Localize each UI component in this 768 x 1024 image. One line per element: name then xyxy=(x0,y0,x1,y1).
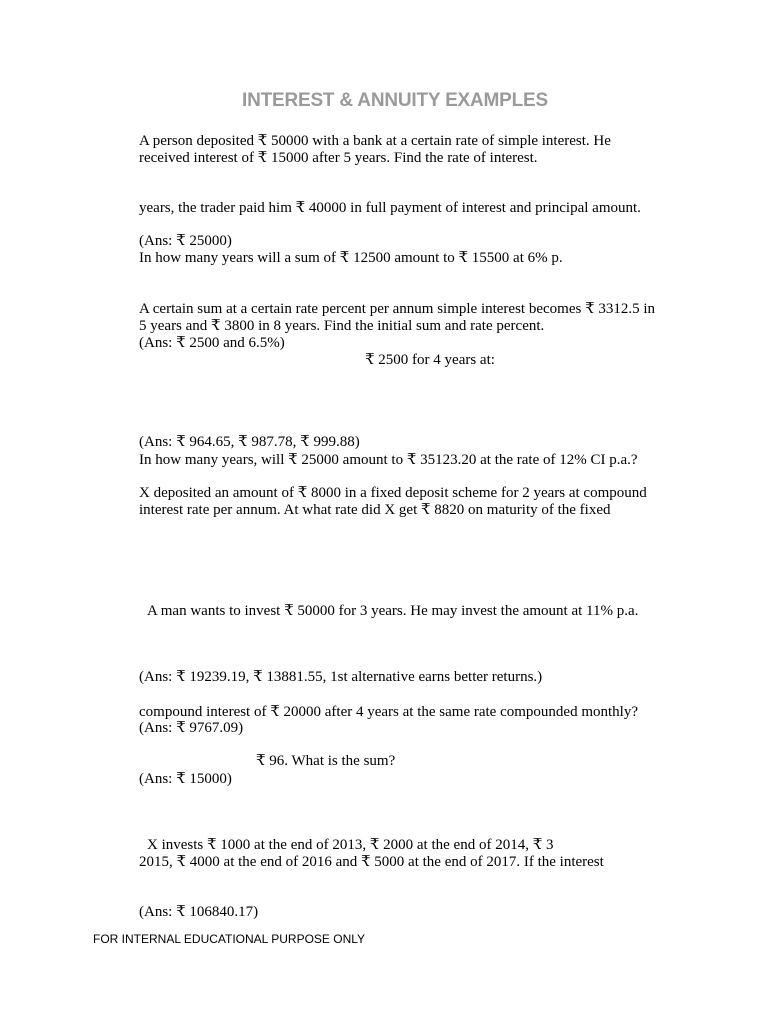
text-line: ₹ 96. What is the sum? xyxy=(256,753,396,769)
text-line: 2015, ₹ 4000 at the end of 2016 and ₹ 5000 at the end of 2017. If the interest xyxy=(139,854,604,870)
answer-line: (Ans: ₹ 15000) xyxy=(139,771,232,787)
text-line: X invests ₹ 1000 at the end of 2013, ₹ 2000 at the end of 2014, ₹ 3 xyxy=(147,837,554,853)
text-line: interest rate per annum. At what rate did X get ₹ 8820 on maturity of the fixed xyxy=(139,502,611,518)
answer-line: (Ans: ₹ 964.65, ₹ 987.78, ₹ 999.88) xyxy=(139,434,360,450)
text-line: compound interest of ₹ 20000 after 4 years at the same rate compounded monthly? xyxy=(139,704,638,720)
text-line: years, the trader paid him ₹ 40000 in full payment of interest and principal amount. xyxy=(139,200,641,216)
footer-note: FOR INTERNAL EDUCATIONAL PURPOSE ONLY xyxy=(93,932,366,946)
text-line: A man wants to invest ₹ 50000 for 3 years. He may invest the amount at 11% p.a. xyxy=(147,603,639,619)
answer-line: (Ans: ₹ 25000) xyxy=(139,233,232,249)
text-line: received interest of ₹ 15000 after 5 years. Find the rate of interest. xyxy=(139,150,538,166)
answer-line: (Ans: ₹ 9767.09) xyxy=(139,720,244,736)
text-line: In how many years will a sum of ₹ 12500 amount to ₹ 15500 at 6% p. xyxy=(139,250,563,266)
page-title: INTEREST & ANNUITY EXAMPLES xyxy=(241,90,549,111)
answer-line: (Ans: ₹ 2500 and 6.5%) xyxy=(139,335,285,351)
text-line: 5 years and ₹ 3800 in 8 years. Find the initial sum and rate percent. xyxy=(139,318,545,334)
answer-line: (Ans: ₹ 19239.19, ₹ 13881.55, 1st alternative earns better returns.) xyxy=(139,669,543,685)
answer-line: (Ans: ₹ 106840.17) xyxy=(139,904,259,920)
text-line: ₹ 2500 for 4 years at: xyxy=(365,352,495,368)
text-line: X deposited an amount of ₹ 8000 in a fixed deposit scheme for 2 years at compound xyxy=(139,485,647,501)
text-line: A certain sum at a certain rate percent per annum simple interest becomes ₹ 3312.5 in xyxy=(139,301,656,317)
text-line: In how many years, will ₹ 25000 amount to ₹ 35123.20 at the rate of 12% CI p.a.? xyxy=(139,452,638,468)
text-line: A person deposited ₹ 50000 with a bank at a certain rate of simple interest. He xyxy=(139,133,611,149)
